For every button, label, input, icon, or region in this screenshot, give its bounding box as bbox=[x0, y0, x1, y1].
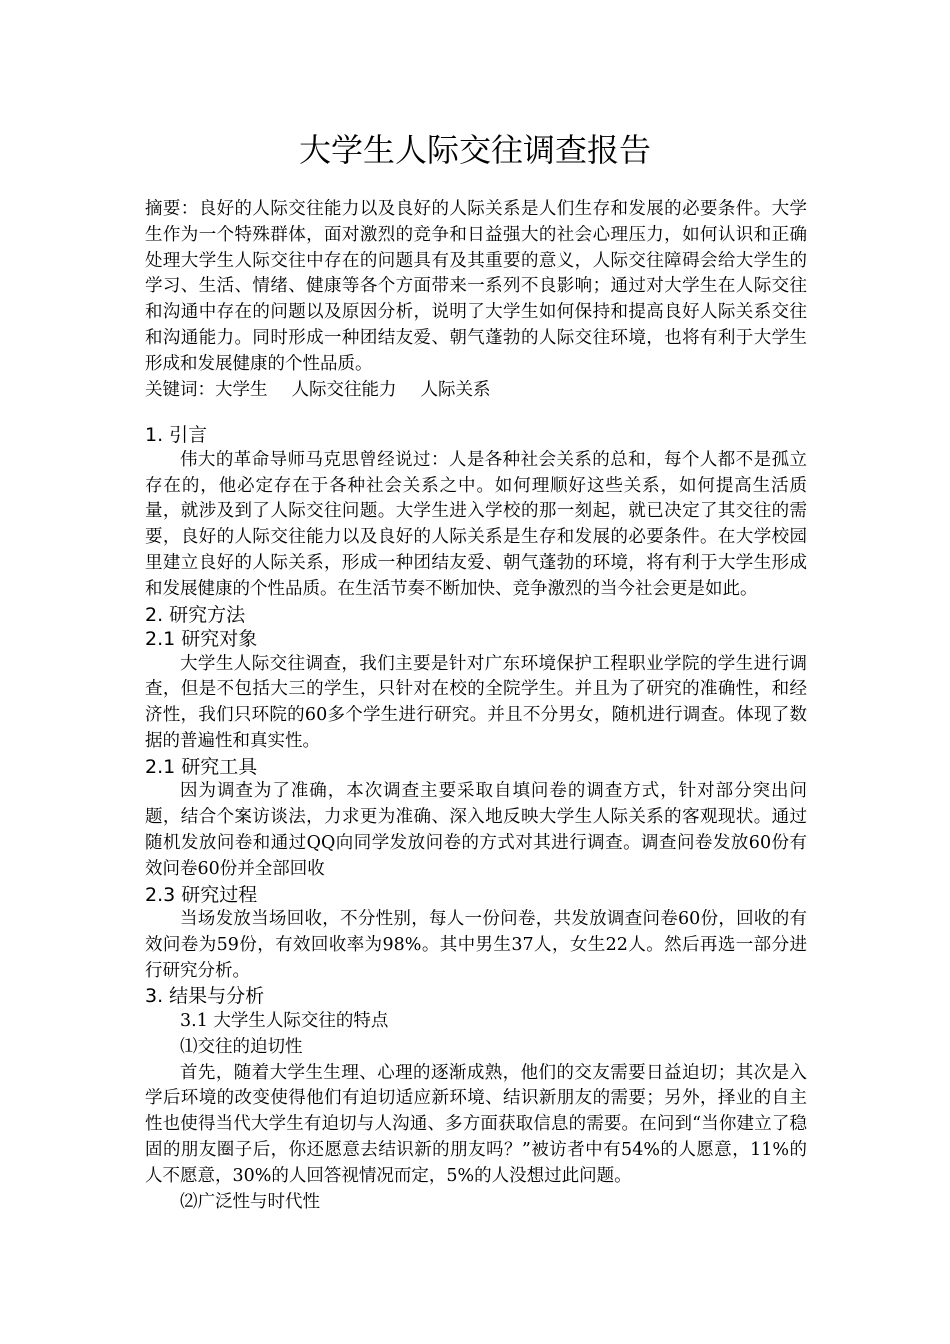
spacer bbox=[145, 403, 807, 423]
keywords-line bbox=[145, 378, 807, 404]
keyword-item: 大学生 bbox=[215, 379, 268, 400]
tool-paragraph: 因为调查为了准确，本次调查主要采取自填问卷的调查方式，针对部分突出问题，结合个案访谈法，力求更为准确、深入地反映大学生人际关系的客观现状。通过随机发放问卷和通过QQ向同学发放问卷的方式对其进行调查。调查问卷发放60份有效问卷60份并全部回收 bbox=[145, 781, 807, 879]
section-heading-intro: 1. 引言 bbox=[145, 424, 208, 447]
subsection-heading-process: 2.3 研究过程 bbox=[145, 883, 258, 906]
section-heading-results: 3. 结果与分析 bbox=[145, 985, 265, 1008]
subsection-heading-tool: 2.1 研究工具 bbox=[145, 755, 258, 778]
abstract-paragraph: 摘要：良好的人际交往能力以及良好的人际关系是人们生存和发展的必要条件。大学生作为一个特殊群体，面对激烈的竞争和日益强大的社会心理压力，如何认识和正确处理大学生人际交往中存在的问题具有及其重要的意义，人际交往障碍会给大学生的学习、生活、情绪、健康等各个方面带来一系列不良影响；通过对大学生在人际交往和沟通中存在的问题以及原因分析，说明了大学生如何保持和提高良好人际关系交往和沟通能力。同时形成一种团结友爱、朝气蓬勃的人际交往环境，也将有利于大学生形成和发展健康的个性品质。 bbox=[145, 199, 807, 374]
item-heading-urgency: ⑴交往的迫切性 bbox=[180, 1036, 303, 1057]
process-paragraph: 当场发放当场回收，不分性别，每人一份问卷，共发放调查问卷60份，回收的有效问卷为59份，有效回收率为98%。其中男生37人，女生22人。然后再选一部分进行研究分析。 bbox=[145, 909, 807, 981]
subject-paragraph: 大学生人际交往调查，我们主要是针对广东环境保护工程职业学院的学生进行调查，但是不包括大三的学生，只针对在校的全院学生。并且为了研究的准确性，和经济性，我们只环院的60多个学生进行研究。并且不分男女，随机进行调查。体现了数据的普遍性和真实性。 bbox=[145, 653, 807, 752]
keywords-label: 关键词： bbox=[145, 379, 215, 400]
page-title: 大学生人际交往调查报告 bbox=[298, 131, 651, 169]
section-heading-method: 2. 研究方法 bbox=[145, 603, 246, 626]
document-body bbox=[145, 197, 807, 1215]
urgency-paragraph: 首先，随着大学生生理、心理的逐渐成熟，他们的交友需要日益迫切；其次是入学后环境的改变使得他们有迫切适应新环境、结识新朋友的需要；另外，择业的自主性也使得当代大学生有迫切与人沟通、多方面获取信息的需要。在问到“当你建立了稳固的朋友圈子后，你还愿意去结识新的朋友吗？”被访者中有54%的人愿意，11%的人不愿意，30%的人回答视情况而定，5%的人没想过此问题。 bbox=[145, 1062, 807, 1186]
keyword-item: 人际关系 bbox=[420, 379, 491, 400]
intro-paragraph: 伟大的革命导师马克思曾经说过：人是各种社会关系的总和，每个人都不是孤立存在的，他必定存在于各种社会关系之中。如何理顺好这些关系，如何提高生活质量，就涉及到了人际交往问题。大学生进入学校的那一刻起，就已决定了其交往的需要，良好的人际交往能力以及良好的人际关系是生存和发展的必要条件。在大学校园里建立良好的人际关系，形成一种团结友爱、朝气蓬勃的环境，将有利于大学生形成和发展健康的个性品质。在生活节奏不断加快、竞争激烈的当今社会更是如此。 bbox=[145, 449, 807, 599]
subsection-heading-subject: 2.1 研究对象 bbox=[145, 628, 258, 651]
subsection-heading-features: 3.1 大学生人际交往的特点 bbox=[180, 1010, 389, 1031]
keyword-item: 人际交往能力 bbox=[291, 379, 397, 400]
item-heading-breadth: ⑵广泛性与时代性 bbox=[180, 1191, 320, 1212]
